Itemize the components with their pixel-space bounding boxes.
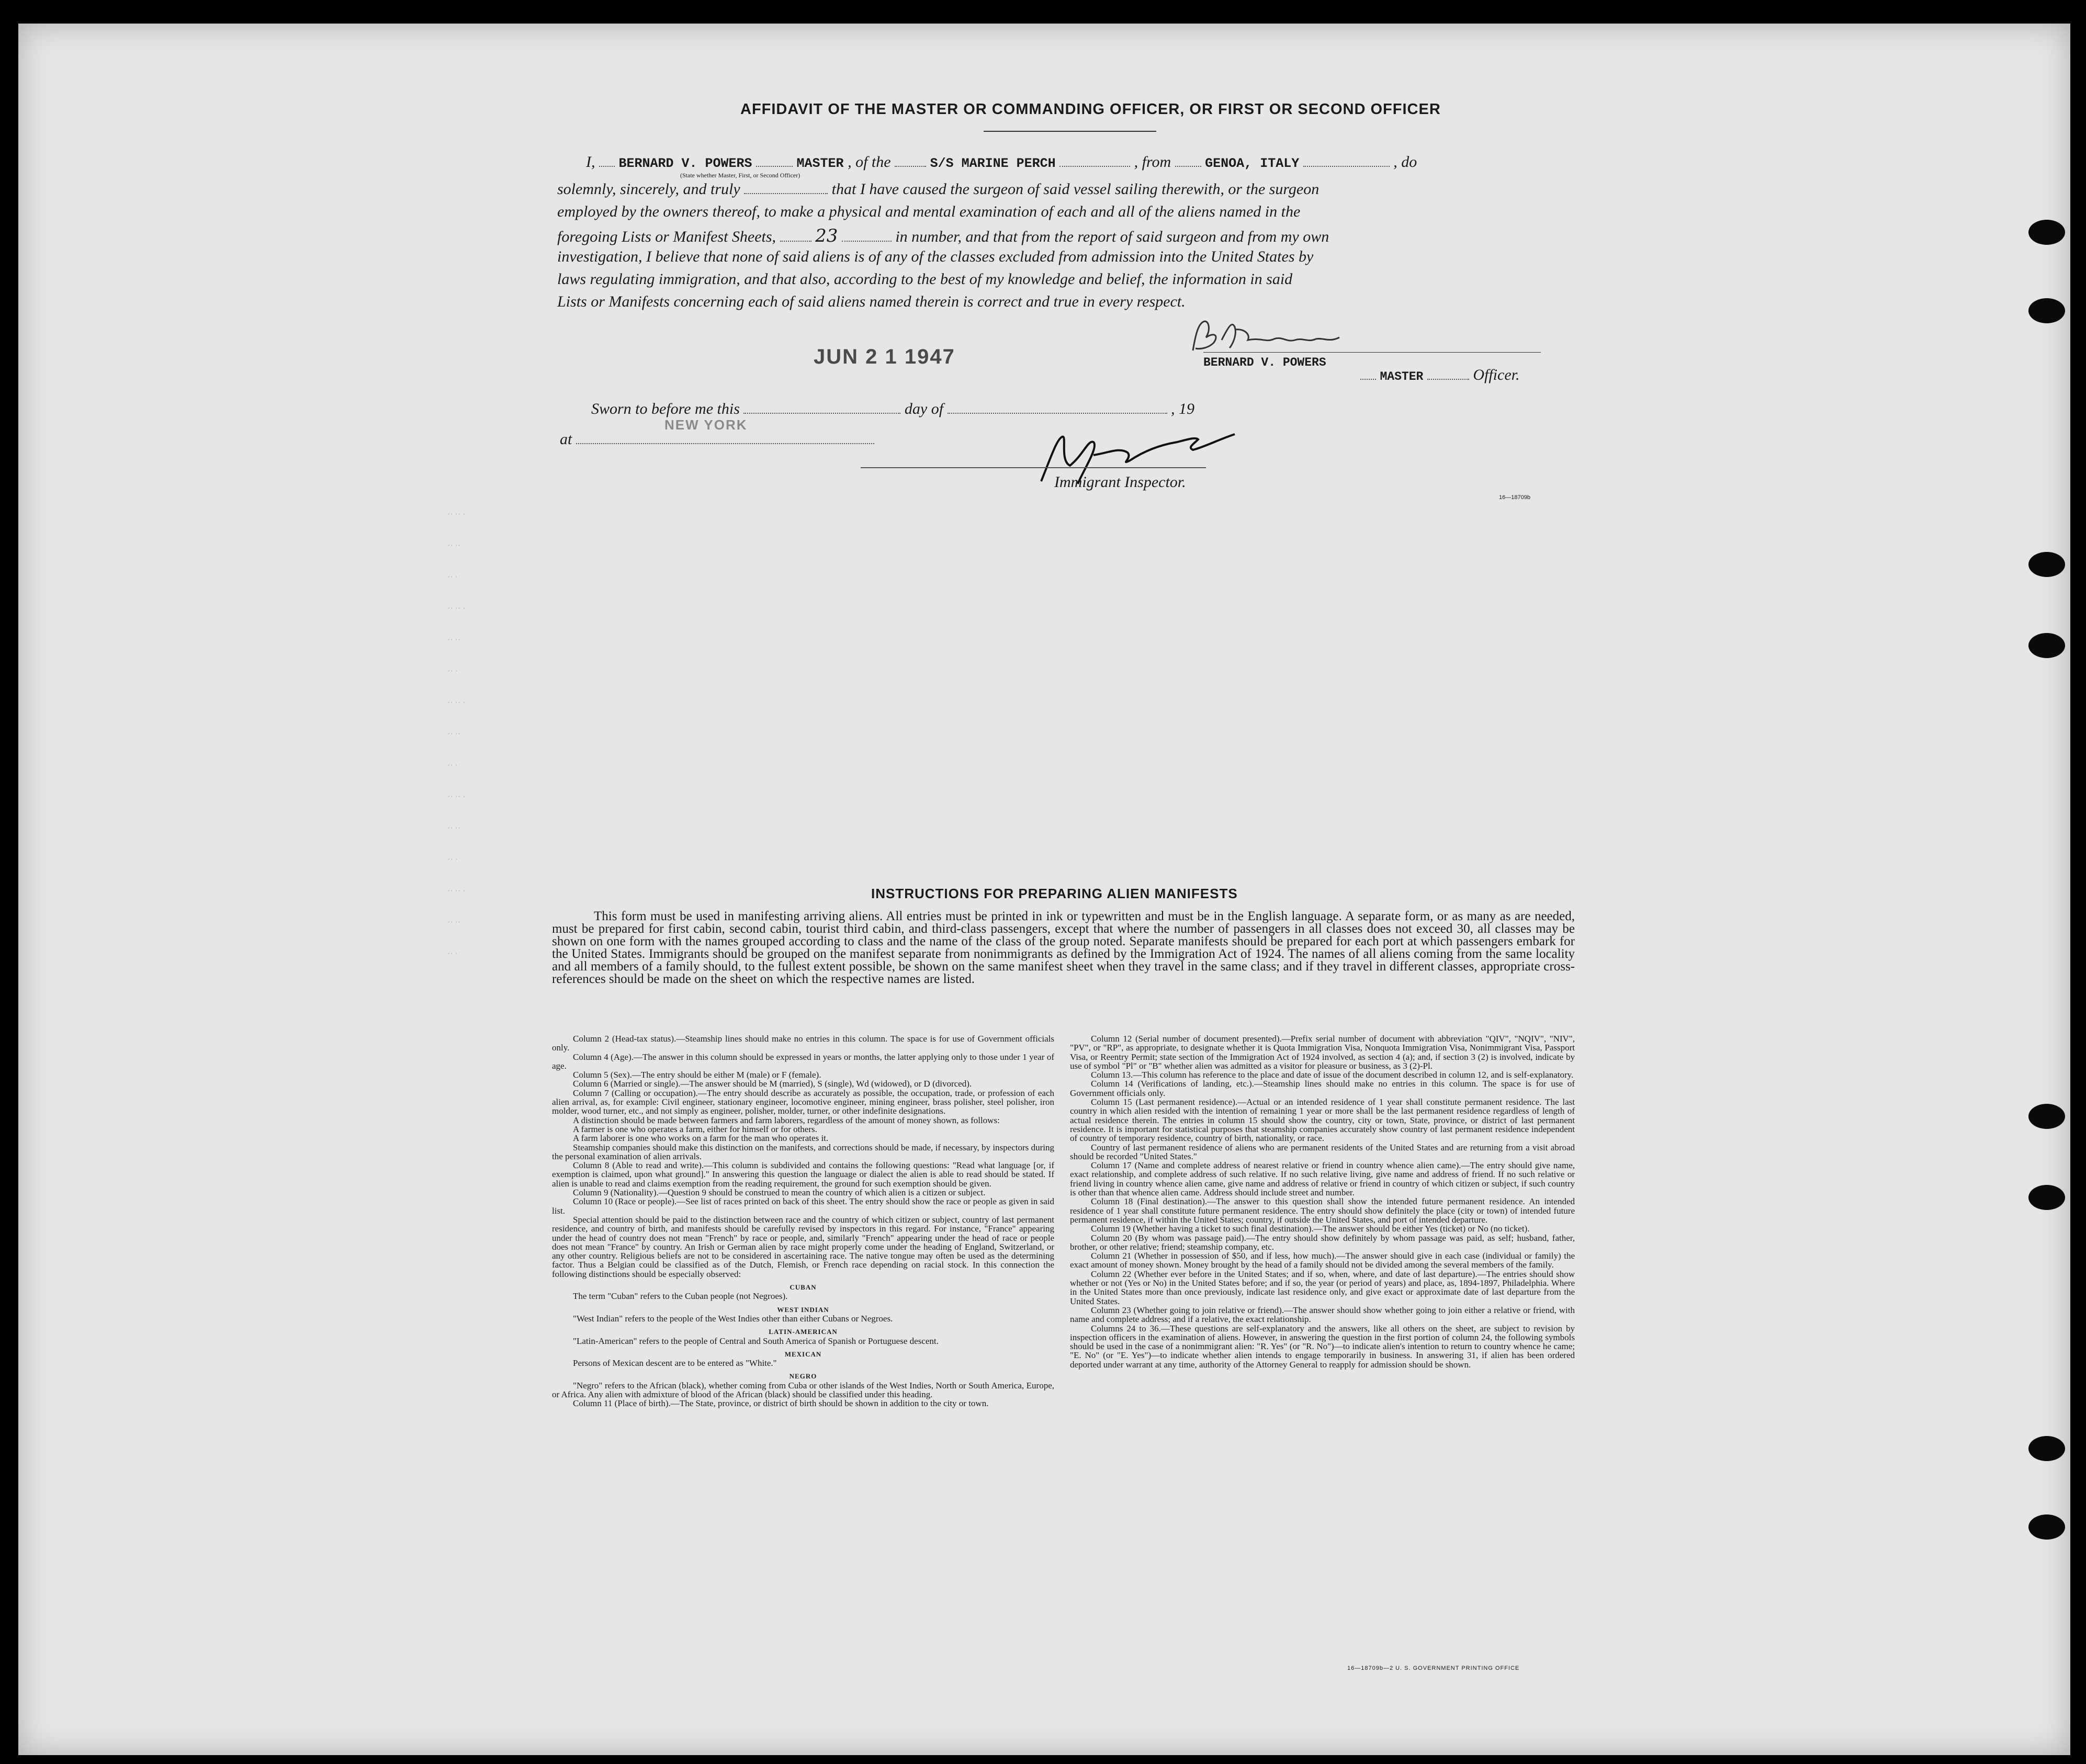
port-of-departure: GENOA, ITALY xyxy=(1205,156,1300,171)
instructions-intro: This form must be used in manifesting arriving aliens. All entries must be printed in ink or typewritten and must be in the English language. A separate form, or as many as are needed, must be prepared for first cabin, second cabin, tourist third cabin, and third-class passengers, except that where the number of passengers in all classes does not exceed 30, all classes may be shown on one form with the names grouped according to class and the name of the class of the group noted. Separate manifests should be prepared for each port at which passengers embark for the United States. Immigrants should be grouped on the manifest separate from nonimmigrants as defined by the Immigration Act of 1924. The names of all aliens coming from the same locality and all members of a family should, to the fullest extent possible, be shown on the same manifest sheet when they travel in the same class; and if they travel in different classes, appropriate cross-references should be made on the sheet on which the respective names are listed. xyxy=(552,909,1575,986)
at-line: at xyxy=(560,431,874,448)
affidavit-line-4: foregoing Lists or Manifest Sheets, 23 in number, and that from the report of said surgeon and from my own xyxy=(557,225,1329,246)
instruction-paragraph: Column 17 (Name and complete address of nearest relative or friend in country whence alien came).—The entry should give name, exact relationship, and complete address of such relative. If no such relative living, give name and address of friend. If no such relative or friend living in country whence alien came, give name and address of relative or friend in country of which citizen or subject, if such country is other than that whence alien came. Address should include street and number. xyxy=(1070,1160,1575,1198)
master-rank: MASTER xyxy=(796,156,844,171)
instruction-paragraph: Steamship companies should make this distinction on the manifests, and corrections should be made, if necessary, by inspectors during the personal examination of alien arrivals. xyxy=(552,1142,1054,1161)
instruction-paragraph: Column 4 (Age).—The answer in this column should be expressed in years or months, the latter applying only to those under 1 year of age. xyxy=(552,1051,1054,1071)
instruction-paragraph: Column 18 (Final destination).—The answer to this question shall show the intended future permanent residence. An intended residence of 1 year shall constitute future permanent residence. The entry should show definitely the place (city or town) of intended future permanent residence, if within the United States; country, if outside the United States, and port of intended departure. xyxy=(1070,1196,1575,1225)
affidavit-line-6: laws regulating immigration, and that also, according to the best of my knowledge and belief, the information in said xyxy=(557,270,1293,288)
race-heading: LATIN-AMERICAN xyxy=(769,1328,838,1336)
sheet-count: 23 xyxy=(815,225,838,246)
instruction-paragraph: A farmer is one who operates a farm, either for himself or for others. xyxy=(573,1124,817,1134)
instruction-paragraph: Column 12 (Serial number of document presented).—Prefix serial number of document with abbreviation "QIV", "NQIV", "NIV", "PV", or "RP", as appropriate, to designate whether it is Quota Immigration Visa, Nonquota Immigration Visa, Nonimmigrant Visa, Passport Visa, or Reentry Permit; state section of the Immigration Act of 1924 involved, as section 4 (a); and, if section 3 (2) is involved, indicate by use of symbol "Pl" or "B" whether alien was admitted as a visitor for pleasure or business, as 3 (2)-Pl. xyxy=(1070,1034,1575,1071)
instruction-paragraph: Column 14 (Verifications of landing, etc.).—Steamship lines should make no entries in this column. The space is for use of Government officials only. xyxy=(1070,1079,1575,1098)
race-definition: "Latin-American" refers to the people of Central and South America of Spanish or Portuguese descent. xyxy=(573,1336,939,1346)
printing-office-footer: 16—18709b—2 U. S. GOVERNMENT PRINTING OFFICE xyxy=(1347,1665,1520,1671)
rank-note: (State whether Master, First, or Second Officer) xyxy=(680,172,800,179)
inspector-label: Immigrant Inspector. xyxy=(1054,473,1186,491)
binding-hole xyxy=(2028,220,2065,245)
title-rule xyxy=(984,131,1156,132)
manifest-sheet xyxy=(18,24,2070,1755)
instructions-right-column xyxy=(1070,1034,1575,1369)
instructions-title: INSTRUCTIONS FOR PREPARING ALIEN MANIFESTS xyxy=(871,886,1238,901)
affidavit-line-5: investigation, I believe that none of said aliens is of any of the classes excluded from admission into the United States by xyxy=(557,248,1314,265)
master-name: BERNARD V. POWERS xyxy=(618,156,752,171)
affidavit-line-7: Lists or Manifests concerning each of said aliens named therein is correct and true in every respect. xyxy=(557,293,1186,310)
race-heading: WEST INDIAN xyxy=(777,1305,829,1314)
instruction-paragraph: Column 6 (Married or single).—The answer should be M (married), S (single), Wd (widowed), or D (divorced). xyxy=(573,1079,972,1089)
officer-line: MASTER Officer. xyxy=(1360,366,1519,384)
instruction-paragraph: Column 21 (Whether in possession of $50, and if less, how much).—The answer should give in each case (individual or family) the exact amount of money shown. Money brought by the head of a family should not be divided among the several members of the family. xyxy=(1070,1251,1575,1270)
vessel-name: S/S MARINE PERCH xyxy=(930,156,1056,171)
place-stamp: NEW YORK xyxy=(664,417,748,433)
instruction-paragraph: Column 8 (Able to read and write).—This column is subdivided and contains the following questions: "Read what language [or, if exemption is claimed, upon what ground]." In answering this question the language or dialect the alien is able to read should be stated. If alien is unable to read and claims exemption from the reading requirement, the ground for such exemption should be given. xyxy=(552,1160,1054,1189)
instruction-paragraph: Column 10 (Race or people).—See list of races printed on back of this sheet. The entry should show the race or people as given in said list. xyxy=(552,1196,1054,1216)
instruction-paragraph: Column 15 (Last permanent residence).—Actual or an intended residence of 1 year shall constitute permanent residence. The last country in which alien resided with the intention of remaining 1 year or more shall be the last permanent residence regardless of length of actual residence therein. The entries in column 15 should show the country, city or town, State, province, or district of last permanent residence. It is important for statistical purposes that steamship companies accurately show country of last permanent residence independent of country of temporary residence, country of birth, nationality, or race. xyxy=(1070,1097,1575,1144)
instruction-paragraph: Column 13.—This column has reference to the place and date of issue of the document described in column 12, and is self-explanatory. xyxy=(1091,1070,1574,1080)
instruction-paragraph: Column 20 (By whom was passage paid).—The entry should show definitely by whom passage was paid, as self; husband, father, brother, or other relative; friend; steamship company, etc. xyxy=(1070,1232,1575,1252)
signer-rank: MASTER xyxy=(1380,370,1424,383)
form-number: 16—18709b xyxy=(1499,494,1530,501)
binding-hole xyxy=(2028,633,2065,658)
instruction-paragraph: Special attention should be paid to the distinction between race and the country of which citizen or subject, country of last permanent residence, and country of birth, and manifests should be carefully revised by inspectors in this regard. For instance, "France" appearing under the head of country does not mean "French" by race or people, and, similarly "French" appearing under the head of race or people does not mean "France" by country. An Irish or German alien by race might properly come under the heading of England, Switzerland, or any other country. Religious beliefs are not to be considered in ascertaining race. The native tongue may often be used as the determining factor. Thus a Belgian could be classified as of the Dutch, Flemish, or French race depending on racial stock. In this connection the following distinctions should be especially observed: xyxy=(552,1214,1054,1279)
instructions-left-column xyxy=(552,1034,1054,1408)
race-heading: MEXICAN xyxy=(784,1350,822,1358)
bleed-through-marks: ·· ·· · ·· ·· ·· · ·· ·· · ·· ·· ·· · ·· ·· · ·· ·· ·· · ·· ·· · ·· ·· ·· · ·· ·· · ·· ·· ·· · xyxy=(447,510,466,958)
instruction-paragraph: Column 22 (Whether ever before in the United States; and if so, when, where, and date of last departure).—The entries should show whether or not (Yes or No) in the United States before; and if so, the year (or period of years) and place, as, 1894-1897, Philadelphia. Where in the United States more than once previously, indicate last residence only, and give exact or approximate date of last departure from the United States. xyxy=(1070,1269,1575,1306)
date-stamp: JUN 2 1 1947 xyxy=(814,345,955,368)
instruction-paragraph: Column 19 (Whether having a ticket to such final destination).—The answer should be either Yes (ticket) or No (no ticket). xyxy=(1091,1224,1530,1234)
instruction-paragraph: Country of last permanent residence of aliens who are permanent residents of the United States and are returning from a visit abroad should be recorded "United States." xyxy=(1070,1142,1575,1161)
binding-hole xyxy=(2028,1514,2065,1540)
binding-hole xyxy=(2028,1185,2065,1210)
binding-hole xyxy=(2028,552,2065,577)
instruction-paragraph: Column 5 (Sex).—The entry should be either M (male) or F (female). xyxy=(573,1070,821,1080)
affidavit-line-3: employed by the owners thereof, to make a physical and mental examination of each and all of the aliens named in the xyxy=(557,203,1301,220)
race-heading: NEGRO xyxy=(789,1372,817,1381)
instruction-paragraph: Column 2 (Head-tax status).—Steamship lines should make no entries in this column. The space is for use of Government officials only. xyxy=(552,1034,1054,1053)
instruction-paragraph: A farm laborer is one who works on a farm for the man who operates it. xyxy=(573,1133,829,1144)
affidavit-line-1: I, BERNARD V. POWERS MASTER , of the S/S MARINE PERCH , from GENOA, ITALY , do xyxy=(586,153,1417,171)
race-definition: The term "Cuban" refers to the Cuban people (not Negroes). xyxy=(573,1291,788,1302)
race-heading: CUBAN xyxy=(790,1283,817,1292)
race-definition: "West Indian" refers to the people of the West Indies other than either Cubans or Negroes. xyxy=(573,1313,893,1324)
instruction-paragraph: Column 23 (Whether going to join relative or friend).—The answer should show whether going to join either a relative or friend, with name and complete address; and if a relative, the exact relationship. xyxy=(1070,1305,1575,1325)
race-definition: "Negro" refers to the African (black), whether coming from Cuba or other islands of the West Indies, North or South America, Europe, or Africa. Any alien with admixture of blood of the African (black) should be classified under this heading. xyxy=(552,1380,1054,1399)
race-definition: Persons of Mexican descent are to be entered as "White." xyxy=(573,1358,777,1369)
instruction-paragraph: Columns 24 to 36.—These questions are self-explanatory and the answers, like all others on the sheet, are subject to revision by inspection officers in the examination of aliens. However, in answering the question in the first portion of column 24, the following symbols should be used in the case of a nonimmigrant alien: "R. Yes" (or "R. No")—to indicate alien's intention to return to country whence he came; "E. No" (or "E. Yes")—to indicate whether alien intends to engage temporarily in business. In answering 31, if alien has been ordered deported under warrant at any time, authority of the Attorney General to reapply for admission should be shown. xyxy=(1070,1323,1575,1370)
affidavit-line-2: solemnly, sincerely, and truly that I have caused the surgeon of said vessel sailing therewith, or the surgeon xyxy=(557,180,1320,198)
binding-hole xyxy=(2028,1436,2065,1461)
sworn-line: Sworn to before me this day of , 19 xyxy=(591,400,1195,417)
instruction-paragraph: Column 9 (Nationality).—Question 9 should be construed to mean the country of which alien is a citizen or subject. xyxy=(573,1188,986,1198)
instruction-paragraph: Column 11 (Place of birth).—The State, province, or district of birth should be shown in addition to the city or town. xyxy=(573,1398,989,1409)
signer-name: BERNARD V. POWERS xyxy=(1203,356,1326,369)
binding-hole xyxy=(2028,298,2065,323)
instruction-paragraph: Column 7 (Calling or occupation).—The entry should describe as accurately as possible, the occupation, trade, or profession of each alien arrival, as, for example: Civil engineer, stationary engineer, locomotive engineer, mining engineer, brass polisher, steel polisher, iron molder, wood turner, etc., and not simply as engineer, polisher, molder, turner, or other indefinite designations. xyxy=(552,1088,1054,1116)
affidavit-title: AFFIDAVIT OF THE MASTER OR COMMANDING OFFICER, OR FIRST OR SECOND OFFICER xyxy=(740,101,1441,118)
master-signature xyxy=(1182,314,1381,361)
binding-hole xyxy=(2028,1104,2065,1129)
instruction-paragraph: A distinction should be made between farmers and farm laborers, regardless of the amount of money shown, as follows: xyxy=(573,1115,1000,1125)
